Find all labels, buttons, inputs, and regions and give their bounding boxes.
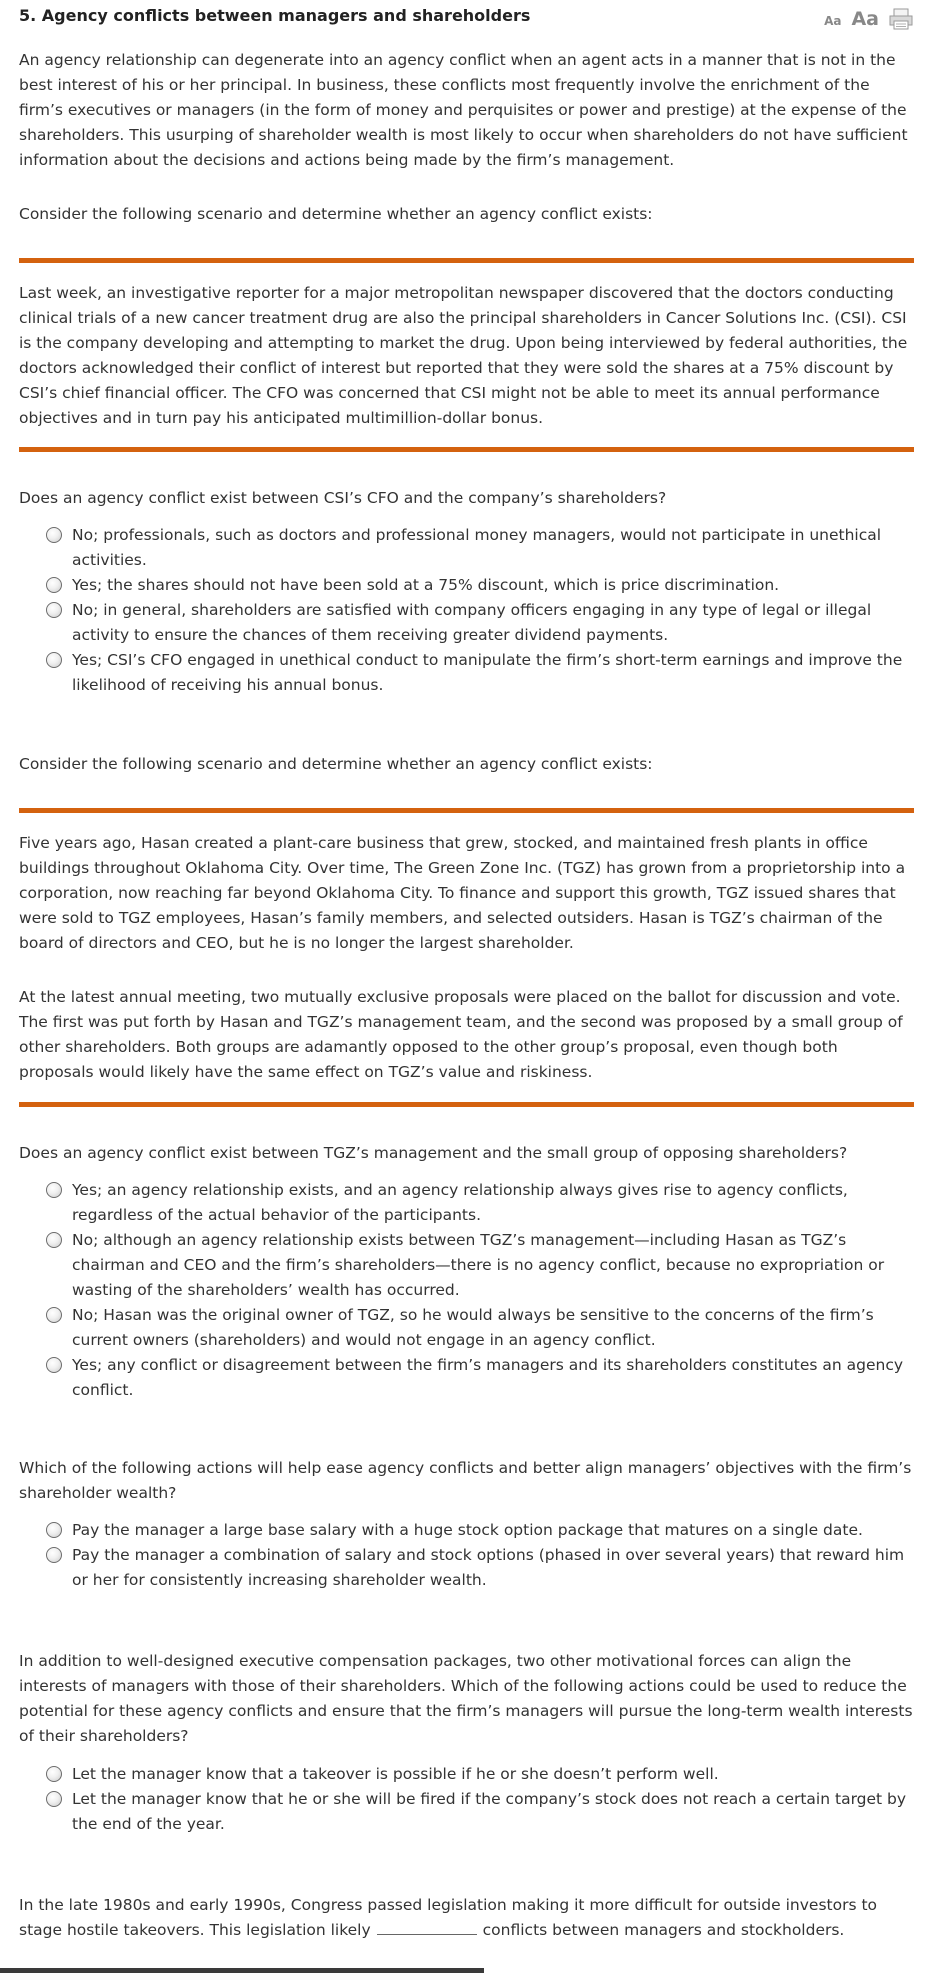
option-label: No; in general, shareholders are satisfied with company officers engaging in any type of legal or illegal activity to ensure the chances of them receiving greater dividend payments. [72,601,872,644]
question-2-option-1[interactable] [46,1178,913,1228]
question-3-option-2[interactable] [46,1543,913,1593]
toolbar [824,4,913,30]
question-5-text [19,1893,913,1943]
print-icon[interactable] [889,8,913,30]
option-label: Let the manager know that he or she will be fired if the company’s stock does not reach a certain target by the end of the year. [72,1790,907,1833]
radio-button[interactable] [46,652,62,668]
question-2-option-4[interactable] [46,1353,913,1403]
radio-button[interactable] [46,1522,62,1538]
question-1-text: Does an agency conflict exist between CSI’s CFO and the company’s shareholders? [19,489,667,507]
radio-button[interactable] [46,1791,62,1807]
question-3-option-1[interactable] [46,1518,913,1543]
question-5-text-after: conflicts between managers and stockholders. [482,1921,845,1939]
option-label: Yes; the shares should not have been sold at a 75% discount, which is price discrimination. [72,576,780,594]
question-5-text-before: In the late 1980s and early 1990s, Congress passed legislation making it more difficult for outside investors to stage hostile takeovers. This legislation likely [19,1896,878,1939]
scenario-2-text-part-1: Five years ago, Hasan created a plant-care business that grew, stocked, and maintained fresh plants in office buildings throughout Oklahoma City. Over time, The Green Zone Inc. (TGZ) has grown from a proprietorship into a corporation, now reaching far beyond Oklahoma City. To finance and support this growth, TGZ issued shares that were sold to TGZ employees, Hasan’s family members, and selected outsiders. Hasan is TGZ’s chairman of the board of directors and CEO, but he is no longer the largest shareholder. [19,834,906,952]
question-4-option-2[interactable] [46,1787,913,1837]
option-label: Let the manager know that a takeover is possible if he or she doesn’t perform well. [72,1765,719,1783]
scenario-1-top-divider [19,258,914,263]
question-1-option-3[interactable] [46,598,913,648]
question-4-text: In addition to well-designed executive compensation packages, two other motivational forces can align the interests of managers with those of their shareholders. Which of the following actions could be used to reduce the potential for these agency conflicts and ensure that the firm’s managers will pursue the long-term wealth interests of their shareholders? [19,1652,913,1745]
question-2-option-3[interactable] [46,1303,913,1353]
scenario-2-top-divider [19,808,914,813]
question-1-option-1[interactable] [46,523,913,573]
question-1-option-2[interactable] [46,573,913,598]
font-decrease-button[interactable]: Aa [824,14,842,28]
option-label: No; Hasan was the original owner of TGZ, so he would always be sensitive to the concerns of the firm’s current owners (shareholders) and would not engage in an agency conflict. [72,1306,874,1349]
radio-button[interactable] [46,1766,62,1782]
question-2-option-2[interactable] [46,1228,913,1303]
radio-button[interactable] [46,1182,62,1198]
option-label: No; professionals, such as doctors and professional money managers, would not participate in unethical activities. [72,526,882,569]
option-label: Yes; an agency relationship exists, and an agency relationship always gives rise to agency conflicts, regardless of the actual behavior of the participants. [72,1181,848,1224]
question-2-text: Does an agency conflict exist between TGZ’s management and the small group of opposing shareholders? [19,1144,848,1162]
scenario-1-bottom-divider [19,447,914,452]
radio-button[interactable] [46,1307,62,1323]
option-label: Pay the manager a large base salary with a huge stock option package that matures on a single date. [72,1521,863,1539]
radio-button[interactable] [46,577,62,593]
option-label: No; although an agency relationship exists between TGZ’s management—including Hasan as TGZ’s chairman and CEO and the firm’s shareholders—there is no agency conflict, because no expropriation or wasting of the shareholders’ wealth has occurred. [72,1231,885,1299]
radio-button[interactable] [46,1232,62,1248]
radio-button[interactable] [46,602,62,618]
scenario-1-text: Last week, an investigative reporter for a major metropolitan newspaper discovered that the doctors conducting clinical trials of a new cancer treatment drug are also the principal shareholders in Cancer Solutions Inc. (CSI). CSI is the company developing and attempting to market the drug. Upon being interviewed by federal authorities, the doctors acknowledged their conflict of interest but reported that they were sold the shares at a 75% discount by CSI’s chief financial officer. The CFO was concerned that CSI might not be able to meet its annual performance objectives and in turn pay his anticipated multimillion-dollar bonus. [19,284,908,427]
horizontal-scrollbar[interactable] [0,1968,484,1973]
option-label: Yes; any conflict or disagreement between the firm’s managers and its shareholders constitutes an agency conflict. [72,1356,904,1399]
question-1-option-4[interactable] [46,648,913,698]
scenario-prompt-1: Consider the following scenario and determine whether an agency conflict exists: [19,205,653,223]
option-label: Yes; CSI’s CFO engaged in unethical conduct to manipulate the firm’s short-term earnings and improve the likelihood of receiving his annual bonus. [72,651,903,694]
scenario-prompt-2: Consider the following scenario and determine whether an agency conflict exists: [19,755,653,773]
scenario-2-bottom-divider [19,1102,914,1107]
intro-paragraph: An agency relationship can degenerate into an agency conflict when an agent acts in a manner that is not in the best interest of his or her principal. In business, these conflicts most frequently involve the enrichment of the firm’s executives or managers (in the form of money and perquisites or power and prestige) at the expense of the shareholders. This usurping of shareholder wealth is most likely to occur when shareholders do not have sufficient information about the decisions and actions being made by the firm’s management. [19,51,908,169]
page-title: 5. Agency conflicts between managers and shareholders [19,6,531,25]
scenario-2-text-part-2: At the latest annual meeting, two mutually exclusive proposals were placed on the ballot for discussion and vote. The first was put forth by Hasan and TGZ’s management team, and the second was proposed by a small group of other shareholders. Both groups are adamantly opposed to the other group’s proposal, even though both proposals would likely have the same effect on TGZ’s value and riskiness. [19,988,903,1081]
radio-button[interactable] [46,1547,62,1563]
font-increase-button[interactable]: Aa [851,8,879,30]
radio-button[interactable] [46,527,62,543]
question-4-option-1[interactable] [46,1762,913,1787]
header [19,4,913,32]
option-label: Pay the manager a combination of salary and stock options (phased in over several years) that reward him or her for consistently increasing shareholder wealth. [72,1546,905,1589]
fill-in-blank-dropdown[interactable] [377,1918,477,1935]
question-3-text: Which of the following actions will help ease agency conflicts and better align managers’ objectives with the firm’s shareholder wealth? [19,1459,912,1502]
radio-button[interactable] [46,1357,62,1373]
